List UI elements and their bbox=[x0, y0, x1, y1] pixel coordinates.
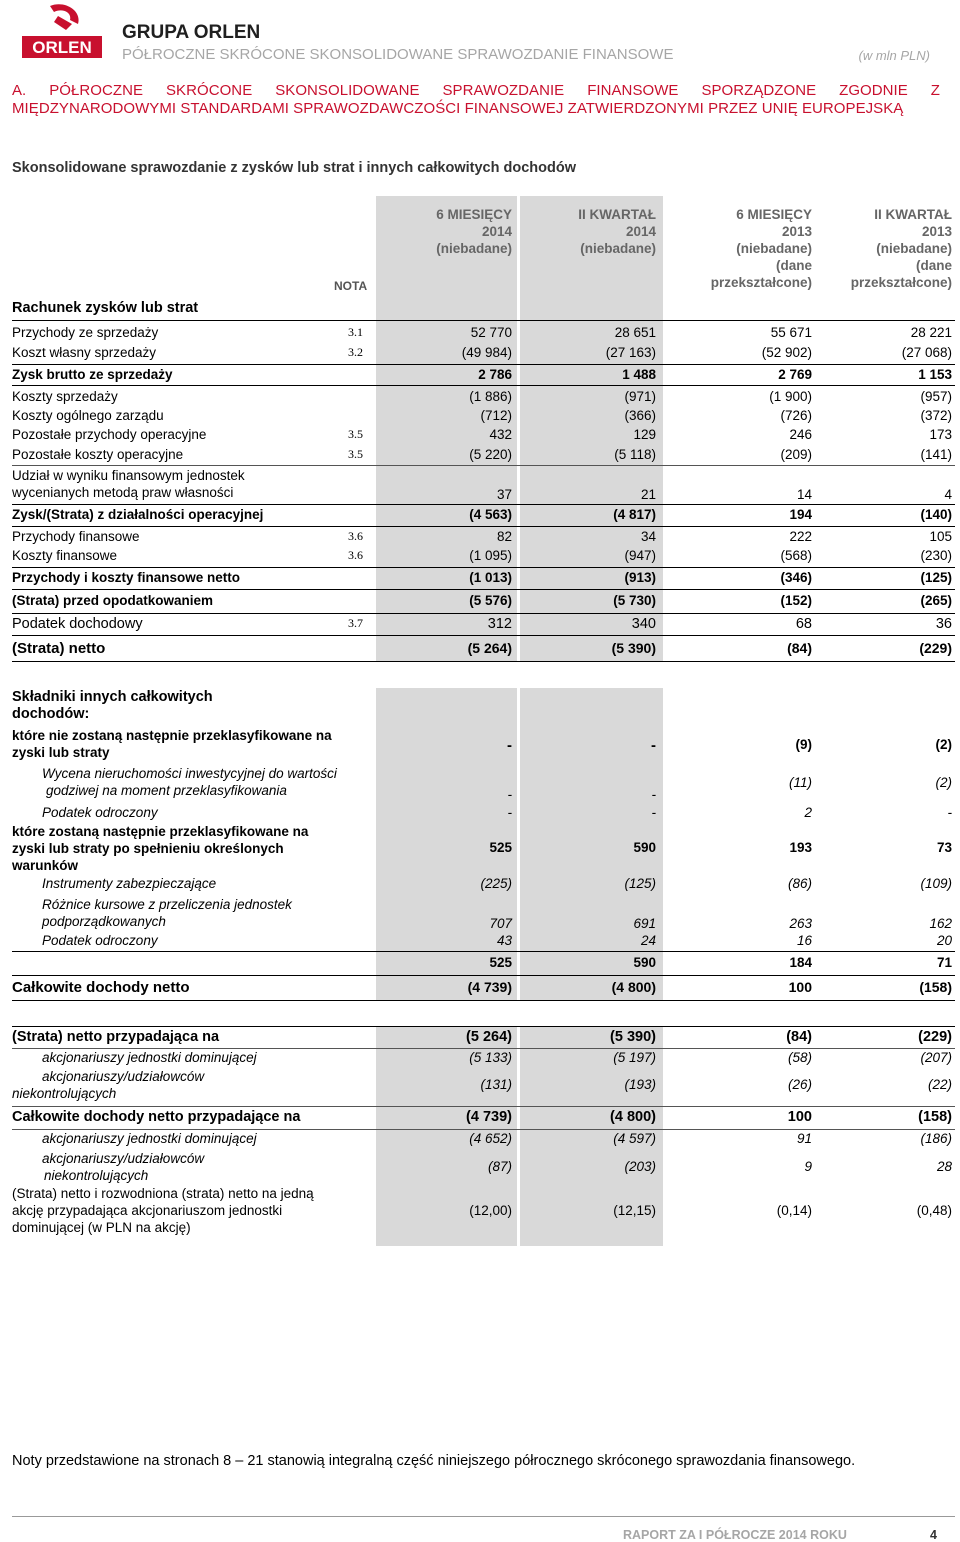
cell-value: (229) bbox=[918, 1029, 952, 1045]
cell-value: (125) bbox=[624, 876, 656, 891]
row-label-line: które zostaną następnie przeklasyfikowane na bbox=[12, 824, 309, 839]
cell-value: (84) bbox=[786, 1029, 812, 1045]
cell-value: (131) bbox=[480, 1077, 512, 1092]
cell-value: 2 769 bbox=[778, 367, 812, 382]
row-header: Rachunek zysków lub strat bbox=[12, 300, 199, 316]
cell-value: 162 bbox=[929, 916, 952, 931]
cell-value: 9 bbox=[804, 1159, 812, 1174]
cell-value: 263 bbox=[789, 916, 812, 931]
oci-title-label bbox=[12, 689, 213, 723]
cell-value: (27 068) bbox=[901, 345, 952, 360]
cell-value: 707 bbox=[489, 916, 512, 931]
cell-value: 312 bbox=[487, 616, 512, 632]
col3-l1: 6 MIESIĘCY bbox=[736, 207, 812, 222]
oci-title-line: Składniki innych całkowitych bbox=[12, 689, 213, 705]
col4-l1: II KWARTAŁ bbox=[874, 207, 952, 222]
row-label-line: akcję przypadająca akcjonariuszom jednostki bbox=[12, 1203, 283, 1218]
nota-header: NOTA bbox=[334, 279, 368, 293]
row-label: Koszty finansowe bbox=[12, 548, 118, 563]
cell-value: (140) bbox=[920, 507, 952, 522]
rule-podatek-bottom bbox=[12, 635, 955, 636]
page-header bbox=[0, 0, 960, 70]
cell-value: (141) bbox=[920, 447, 952, 462]
col4-l5: przekształcone) bbox=[850, 275, 952, 290]
col-header-2 bbox=[516, 206, 656, 257]
cell-value: 590 bbox=[633, 840, 656, 855]
cell-value: (5 118) bbox=[614, 447, 656, 462]
cell-value: (4 800) bbox=[611, 979, 656, 995]
cell-value: - bbox=[651, 805, 656, 820]
rule-oci-subtotal-bottom bbox=[12, 975, 955, 976]
row-label-line: Wycena nieruchomości inwestycyjnej do wartości bbox=[42, 766, 337, 781]
row-label-line: podporządkowanych bbox=[42, 914, 166, 929]
row-label-line: wycenianych metodą praw własności bbox=[12, 485, 234, 500]
cell-value: 525 bbox=[489, 840, 512, 855]
cell-value: 691 bbox=[633, 916, 656, 931]
col2-l3: (niebadane) bbox=[580, 241, 656, 256]
row-label: Przychody ze sprzedaży bbox=[12, 325, 159, 340]
col-header-4 bbox=[800, 206, 952, 291]
cell-value: 105 bbox=[929, 529, 952, 544]
cell-value: (5 730) bbox=[613, 593, 656, 608]
row-label: Koszty ogólnego zarządu bbox=[12, 408, 164, 423]
cell-value: (4 739) bbox=[467, 979, 512, 995]
cell-value: (265) bbox=[920, 593, 952, 608]
orlen-logo bbox=[20, 2, 104, 60]
cell-value: (193) bbox=[624, 1077, 656, 1092]
cell-value: 52 770 bbox=[470, 325, 512, 340]
rule-header bbox=[12, 320, 955, 321]
cell-value: 246 bbox=[789, 427, 812, 442]
row-label: Przychody i koszty finansowe netto bbox=[12, 570, 241, 585]
cell-value: (5 390) bbox=[610, 1029, 656, 1045]
rule-attr-1 bbox=[12, 1048, 955, 1049]
cell-value: (9) bbox=[795, 737, 812, 752]
cell-value: (1 886) bbox=[469, 389, 512, 404]
row-label: Podatek odroczony bbox=[42, 933, 158, 948]
cell-value: (86) bbox=[787, 876, 812, 891]
row-label-line: akcjonariuszy/udziałowców bbox=[42, 1069, 205, 1084]
col-header-3 bbox=[662, 206, 812, 291]
cell-value: 2 bbox=[804, 805, 812, 820]
cell-value: 4 bbox=[944, 487, 952, 502]
row-label bbox=[12, 1185, 314, 1236]
rule-fin-netto-top bbox=[12, 567, 955, 568]
col3-l4: (dane bbox=[775, 258, 812, 273]
col1-l3: (niebadane) bbox=[436, 241, 512, 256]
cell-value: (947) bbox=[624, 548, 656, 563]
statement-title: Skonsolidowane sprawozdanie z zysków lub strat i innych całkowitych dochodów bbox=[12, 160, 576, 176]
cell-value: (712) bbox=[480, 408, 512, 423]
cell-value: (152) bbox=[780, 593, 812, 608]
report-subtitle: PÓŁROCZNE SKRÓCONE SKONSOLIDOWANE SPRAWOZDANIE FINANSOWE bbox=[122, 46, 674, 63]
cell-value: (372) bbox=[920, 408, 952, 423]
rule-attr-2 bbox=[12, 1106, 955, 1107]
cell-value: (4 597) bbox=[613, 1131, 656, 1146]
cell-value: 432 bbox=[489, 427, 512, 442]
rule-netto-bottom bbox=[12, 661, 955, 662]
cell-value: (5 576) bbox=[469, 593, 512, 608]
cell-value: 73 bbox=[936, 840, 952, 855]
rule-operacyjna-top bbox=[12, 504, 955, 505]
cell-value: (12,15) bbox=[613, 1203, 656, 1218]
cell-value: 590 bbox=[633, 955, 656, 970]
row-label-line: niekontrolujących bbox=[44, 1168, 149, 1183]
row-note: 3.5 bbox=[348, 447, 363, 461]
cell-value: (5 390) bbox=[611, 640, 656, 656]
cell-value: (158) bbox=[918, 1109, 952, 1125]
cell-value: (5 264) bbox=[466, 1029, 512, 1045]
cell-value: (22) bbox=[927, 1077, 952, 1092]
cell-value: (49 984) bbox=[461, 345, 512, 360]
row-label-line: godziwej na moment przeklasyfikowania bbox=[46, 783, 287, 798]
row-label bbox=[12, 727, 332, 761]
company-name: GRUPA ORLEN bbox=[122, 22, 261, 43]
col4-l4: (dane bbox=[915, 258, 952, 273]
row-label-line: zyski lub straty po spełnieniu określonych bbox=[12, 841, 284, 856]
row-label-line: dominującej (w PLN na akcję) bbox=[12, 1220, 191, 1235]
cell-value: 184 bbox=[789, 955, 812, 970]
cell-value: (52 902) bbox=[761, 345, 812, 360]
currency-unit: (w mln PLN) bbox=[858, 48, 930, 63]
row-note: 3.5 bbox=[348, 427, 363, 441]
row-note: 3.6 bbox=[348, 548, 363, 562]
cell-value: (4 800) bbox=[610, 1109, 656, 1125]
cell-value: (26) bbox=[787, 1077, 812, 1092]
cell-value: (109) bbox=[920, 876, 952, 891]
oci-title-line: dochodów: bbox=[12, 706, 90, 722]
cell-value: 173 bbox=[929, 427, 952, 442]
col4-l3: (niebadane) bbox=[876, 241, 952, 256]
cell-value: (11) bbox=[788, 775, 812, 790]
cell-value: (1 013) bbox=[469, 570, 512, 585]
cell-value: (207) bbox=[920, 1050, 952, 1065]
cell-value: (5 133) bbox=[469, 1050, 512, 1065]
cell-value: 24 bbox=[640, 933, 656, 948]
cell-value: 43 bbox=[496, 933, 512, 948]
footer-divider bbox=[12, 1516, 955, 1517]
cell-value: (4 652) bbox=[469, 1131, 512, 1146]
rule-oci-subtotal-top bbox=[12, 951, 955, 952]
rule-fin-netto-bottom bbox=[12, 589, 955, 590]
cell-value: 2 786 bbox=[478, 367, 512, 382]
col3-l2: 2013 bbox=[781, 224, 812, 239]
row-label-line: akcjonariuszy/udziałowców bbox=[42, 1151, 205, 1166]
cell-value: 28 651 bbox=[614, 325, 656, 340]
row-label: (Strata) netto bbox=[12, 640, 106, 657]
cell-value: (4 563) bbox=[469, 507, 512, 522]
cell-value: (1 095) bbox=[469, 548, 512, 563]
rule-operacyjna-bottom bbox=[12, 526, 955, 527]
cell-value: (84) bbox=[787, 640, 812, 656]
cell-value: 20 bbox=[936, 933, 952, 948]
rule-brutto-bottom bbox=[12, 385, 955, 386]
cell-value: (87) bbox=[487, 1159, 512, 1174]
cell-value: 36 bbox=[935, 616, 952, 632]
row-label bbox=[42, 896, 292, 930]
cell-value: 37 bbox=[496, 487, 512, 502]
cell-value: 55 671 bbox=[770, 325, 812, 340]
cell-value: 91 bbox=[796, 1131, 812, 1146]
cell-value: (726) bbox=[780, 408, 812, 423]
cell-value: (366) bbox=[624, 408, 656, 423]
cell-value: - bbox=[651, 737, 656, 754]
cell-value: - bbox=[947, 805, 952, 820]
row-label: Instrumenty zabezpieczające bbox=[42, 876, 217, 891]
cell-value: (209) bbox=[780, 447, 812, 462]
row-label-line: warunków bbox=[12, 858, 79, 873]
cell-value: (957) bbox=[920, 389, 952, 404]
col3-l5: przekształcone) bbox=[710, 275, 812, 290]
row-label: (Strata) netto przypadająca na bbox=[12, 1029, 220, 1045]
cell-value: (12,00) bbox=[469, 1203, 512, 1218]
col2-l1: II KWARTAŁ bbox=[578, 207, 656, 222]
cell-value: 129 bbox=[633, 427, 656, 442]
rule-attr-3 bbox=[12, 1129, 955, 1130]
cell-value: (5 264) bbox=[467, 640, 512, 656]
cell-value: (203) bbox=[624, 1159, 656, 1174]
cell-value: 222 bbox=[789, 529, 812, 544]
row-label-line: które nie zostaną następnie przeklasyfikowane na bbox=[12, 728, 332, 743]
cell-value: 14 bbox=[796, 487, 812, 502]
rule-przed-opod-bottom bbox=[12, 613, 955, 614]
col2-l2: 2014 bbox=[625, 224, 656, 239]
row-label-line: Udział w wyniku finansowym jednostek bbox=[12, 468, 245, 483]
row-label bbox=[12, 823, 308, 874]
row-label: Pozostałe koszty operacyjne bbox=[12, 447, 184, 462]
rule-brutto-top bbox=[12, 364, 955, 365]
row-label: Przychody finansowe bbox=[12, 529, 140, 544]
footnote: Noty przedstawione na stronach 8 – 21 stanowią integralną część niniejszego półrocznego skróconego sprawozdania finansowego. bbox=[12, 1453, 856, 1469]
cell-value: 193 bbox=[789, 840, 812, 855]
cell-value: (225) bbox=[480, 876, 512, 891]
cell-value: (1 900) bbox=[769, 389, 812, 404]
cell-value: 1 488 bbox=[622, 367, 656, 382]
row-note: 3.1 bbox=[348, 325, 363, 339]
row-label bbox=[42, 1150, 204, 1184]
cell-value: (27 163) bbox=[605, 345, 656, 360]
row-label: Podatek odroczony bbox=[42, 805, 158, 820]
cell-value: - bbox=[507, 737, 512, 754]
col-header-1 bbox=[372, 206, 512, 257]
cell-value: 16 bbox=[796, 933, 812, 948]
col1-l2: 2014 bbox=[481, 224, 512, 239]
col1-l1: 6 MIESIĘCY bbox=[436, 207, 512, 222]
row-label bbox=[12, 1068, 204, 1102]
cell-value: 28 bbox=[936, 1159, 952, 1174]
cell-value: (568) bbox=[780, 548, 812, 563]
row-label: Koszty sprzedaży bbox=[12, 389, 118, 404]
rule-attr-top bbox=[12, 1026, 955, 1027]
rule-udzial bbox=[12, 465, 955, 466]
row-label: Podatek dochodowy bbox=[12, 616, 143, 632]
cell-value: 82 bbox=[496, 529, 512, 544]
row-label: akcjonariuszy jednostki dominującej bbox=[42, 1131, 257, 1146]
cell-value: - bbox=[651, 787, 656, 802]
cell-value: (230) bbox=[920, 548, 952, 563]
cell-value: (913) bbox=[624, 570, 656, 585]
cell-value: (2) bbox=[935, 775, 952, 790]
row-note: 3.6 bbox=[348, 529, 363, 543]
cell-value: (5 197) bbox=[613, 1050, 656, 1065]
cell-value: 1 153 bbox=[918, 367, 952, 382]
col4-l2: 2013 bbox=[921, 224, 952, 239]
row-note: 3.2 bbox=[348, 345, 363, 359]
cell-value: 194 bbox=[789, 507, 812, 522]
cell-value: (5 220) bbox=[469, 447, 512, 462]
cell-value: (346) bbox=[780, 570, 812, 585]
cell-value: (2) bbox=[935, 737, 952, 752]
row-label-line: Różnice kursowe z przeliczenia jednostek bbox=[42, 897, 292, 912]
logo-text: ORLEN bbox=[32, 38, 92, 57]
row-label bbox=[42, 765, 337, 799]
col3-l3: (niebadane) bbox=[736, 241, 812, 256]
cell-value: 100 bbox=[787, 1109, 812, 1125]
row-label: Zysk/(Strata) z działalności operacyjnej bbox=[12, 507, 264, 522]
cell-value: - bbox=[507, 787, 512, 802]
cell-value: 34 bbox=[640, 529, 656, 544]
page-number: 4 bbox=[930, 1528, 937, 1542]
cell-value: 28 221 bbox=[910, 325, 952, 340]
cell-value: (4 739) bbox=[466, 1109, 512, 1125]
row-label-line: zyski lub straty bbox=[12, 745, 110, 760]
row-label: Całkowite dochody netto przypadające na bbox=[12, 1109, 301, 1125]
cell-value: (158) bbox=[919, 979, 952, 995]
cell-value: - bbox=[507, 805, 512, 820]
cell-value: 68 bbox=[795, 616, 812, 632]
cell-value: (58) bbox=[787, 1050, 812, 1065]
rule-total-bottom bbox=[12, 1000, 955, 1001]
cell-value: (186) bbox=[920, 1131, 952, 1146]
row-label-line: (Strata) netto i rozwodniona (strata) netto na jedną bbox=[12, 1186, 314, 1201]
cell-value: 340 bbox=[631, 616, 656, 632]
cell-value: (229) bbox=[919, 640, 952, 656]
cell-value: (125) bbox=[920, 570, 952, 585]
cell-value: (0,48) bbox=[916, 1203, 952, 1218]
row-label bbox=[12, 467, 245, 501]
cell-value: 71 bbox=[936, 955, 952, 970]
cell-value: 21 bbox=[640, 487, 656, 502]
section-heading: A. PÓŁROCZNE SKRÓCONE SKONSOLIDOWANE SPRAWOZDANIE FINANSOWE SPORZĄDZONE ZGODNIE Z MIĘDZYNARODOWYMI STANDARDAMI SPRAWOZDAWCZOŚCI FINANSOWEJ ZATWIERDZONYMI PRZEZ UNIĘ EUROPEJSKĄ bbox=[12, 82, 940, 117]
row-label: Koszt własny sprzedaży bbox=[12, 345, 157, 360]
cell-value: (0,14) bbox=[776, 1203, 812, 1218]
footer-report-title: RAPORT ZA I PÓŁROCZE 2014 ROKU bbox=[623, 1528, 847, 1542]
cell-value: 100 bbox=[788, 979, 812, 995]
cell-value: (4 817) bbox=[613, 507, 656, 522]
row-label: Zysk brutto ze sprzedaży bbox=[12, 367, 173, 382]
cell-value: (971) bbox=[624, 389, 656, 404]
row-label: (Strata) przed opodatkowaniem bbox=[12, 593, 214, 608]
row-label: akcjonariuszy jednostki dominującej bbox=[42, 1050, 257, 1065]
row-label-line: niekontrolujących bbox=[12, 1086, 117, 1101]
row-note: 3.7 bbox=[348, 616, 363, 630]
row-label: Całkowite dochody netto bbox=[12, 979, 190, 996]
row-label: Pozostałe przychody operacyjne bbox=[12, 427, 207, 442]
cell-value: 525 bbox=[489, 955, 512, 970]
